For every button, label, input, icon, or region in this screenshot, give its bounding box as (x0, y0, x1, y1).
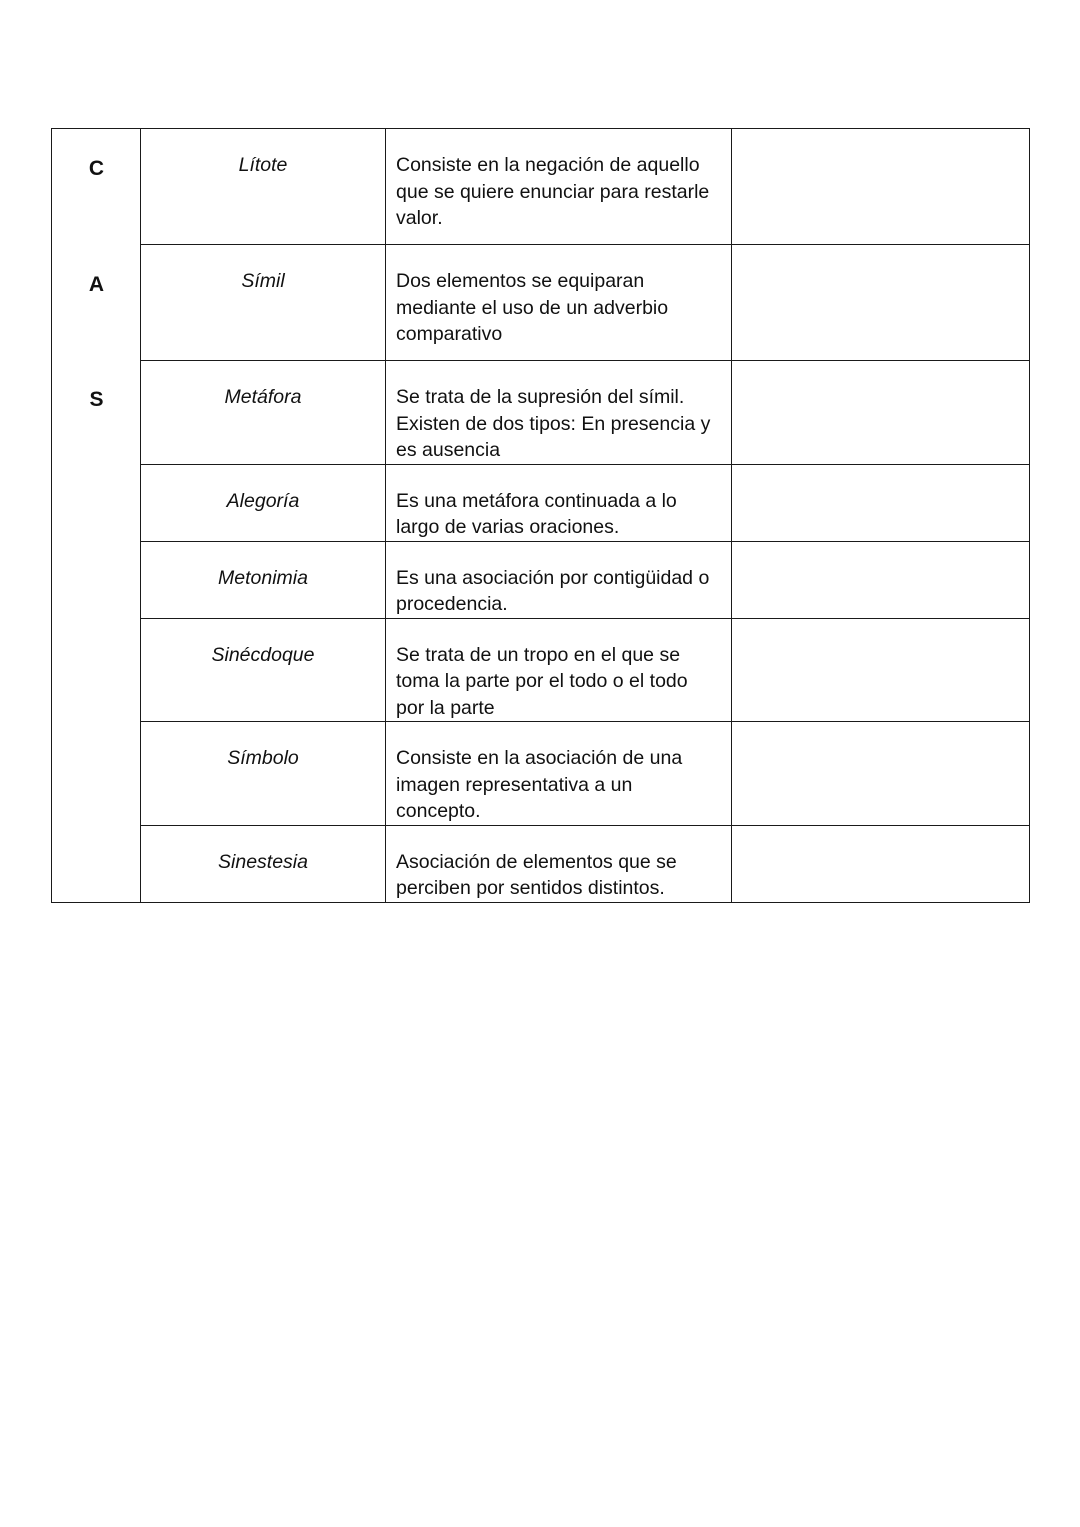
figure-definition: Asociación de elementos que se perciben por sentidos distintos. (386, 825, 732, 902)
figure-definition: Consiste en la asociación de una imagen representativa a un concepto. (386, 722, 732, 826)
table-row (52, 825, 1030, 902)
figure-definition: Es una asociación por contigüidad o procedencia. (386, 541, 732, 618)
table-row (52, 245, 1030, 361)
figure-name: Metonimia (141, 541, 386, 618)
side-letter-column (52, 129, 141, 903)
figure-name: Símil (141, 245, 386, 361)
figure-name: Sinestesia (141, 825, 386, 902)
table-row (52, 618, 1030, 722)
side-letter: C (88, 157, 105, 180)
figure-name: Metáfora (141, 361, 386, 465)
blank-cell (732, 464, 1030, 541)
figure-definition: Se trata de la supresión del símil. Existen de dos tipos: En presencia y es ausencia (386, 361, 732, 465)
blank-cell (732, 129, 1030, 245)
table-row (52, 464, 1030, 541)
figure-name: Sinécdoque (141, 618, 386, 722)
figure-definition: Se trata de un tropo en el que se toma la parte por el todo o el todo por la parte (386, 618, 732, 722)
figure-definition: Es una metáfora continuada a lo largo de varias oraciones. (386, 464, 732, 541)
table-row (52, 129, 1030, 245)
table-row (52, 361, 1030, 465)
figure-definition: Dos elementos se equiparan mediante el uso de un adverbio comparativo (386, 245, 732, 361)
table-row (52, 541, 1030, 618)
side-letter: A (88, 273, 105, 296)
figure-definition: Consiste en la negación de aquello que se quiere enunciar para restarle valor. (386, 129, 732, 245)
figure-name: Lítote (141, 129, 386, 245)
blank-cell (732, 618, 1030, 722)
blank-cell (732, 825, 1030, 902)
table-row (52, 722, 1030, 826)
blank-cell (732, 245, 1030, 361)
blank-cell (732, 541, 1030, 618)
figures-table (51, 128, 1030, 903)
figure-name: Alegoría (141, 464, 386, 541)
blank-cell (732, 361, 1030, 465)
blank-cell (732, 722, 1030, 826)
side-letter: S (89, 388, 104, 411)
figure-name: Símbolo (141, 722, 386, 826)
